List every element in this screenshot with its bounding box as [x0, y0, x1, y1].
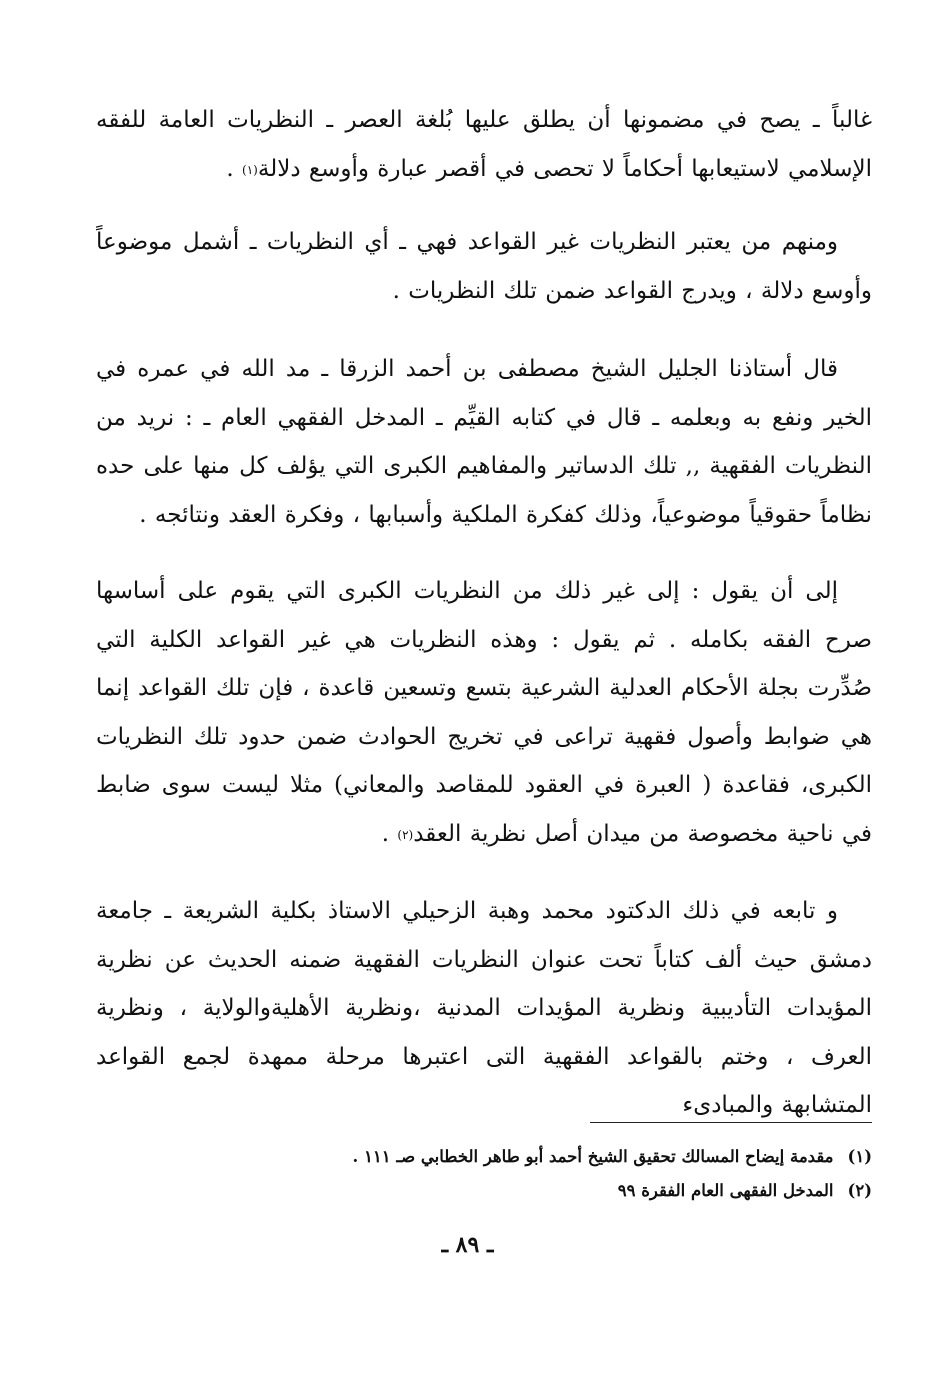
page-number: ـ ٨٩ ـ [441, 1232, 494, 1258]
paragraph-1-text: غالباً ـ يصح في مضمونها أن يطلق عليها بُلغة العصر ـ النظريات العامة للفقه الإسلامي لاستيعابها أحكاماً لا تحصى في أقصر عبارة وأوسع دلالة [96, 107, 872, 182]
paragraph-1-tail: . [226, 155, 243, 182]
footnote-2 [92, 1174, 872, 1208]
paragraph-4-text: إلى أن يقول : إلى غير ذلك من النظريات الكبرى التي يقوم على أساسها صرح الفقه بكامله . ثم يقول : وهذه النظريات هي غير القواعد الكلية التي صُدِّرت بجلة الأحكام العدلية الشرعية بتسع وتسعين قاعدة ، فإن تلك القواعد إنما هي ضوابط وأصول فقهية تراعى في تخريج الحوادث ضمن حدود تلك النظريات الكبرى، فقاعدة ( العبرة في العقود للمقاصد والمعاني) مثلا ليست سوى ضابط في ناحية مخصوصة من ميدان أصل نظرية العقد [96, 578, 872, 847]
paragraph-1 [96, 96, 872, 194]
page-body [96, 96, 872, 1130]
footnote-ref-2: (٢) [397, 827, 414, 842]
footnote-2-text: المدخل الفقهى العام الفقرة ٩٩ [617, 1181, 834, 1200]
footnote-1-text: مقدمة إيضاح المسالك تحقيق الشيخ أحمد أبو طاهر الخطابي صـ ١١١ . [352, 1147, 834, 1166]
footnote-2-number: (٢) [847, 1181, 872, 1200]
paragraph-4 [96, 567, 872, 859]
footnote-1 [92, 1140, 872, 1174]
footnote-separator [590, 1122, 872, 1123]
paragraph-5: و تابعه في ذلك الدكتود محمد وهبة الزحيلي الاستاذ بكلية الشريعة ـ جامعة دمشق حيث ألف كتاباً تحت عنوان النظريات الفقهية ضمنه الحديث عن نظرية المؤيدات التأديبية ونظرية المؤيدات المدنية ،ونظرية الأهليةوالولاية ، ونظرية العرف ، وختم بالقواعد الفقهية التى اعتبرها مرحلة ممهدة لجمع القواعد المتشابهة والمبادىء [96, 898, 872, 1118]
footnotes [92, 1140, 872, 1208]
paragraph-3: قال أستاذنا الجليل الشيخ مصطفى بن أحمد الزرقا ـ مد الله في عمره في الخير ونفع به وبعلمه ـ قال في كتابه القيِّم ـ المدخل الفقهي العام ـ : نريد من النظريات الفقهية ,, تلك الدساتير والمفاهيم الكبرى التي يؤلف كل منها على حده نظاماً حقوقياً موضوعياً، وذلك كفكرة الملكية وأسبابها ، وفكرة العقد ونتائجه . [96, 356, 872, 528]
paragraph-2: ومنهم من يعتبر النظريات غير القواعد فهي ـ أي النظريات ـ أشمل موضوعاً وأوسع دلالة ، ويدرج القواعد ضمن تلك النظريات . [96, 229, 872, 304]
footnote-1-number: (١) [847, 1147, 872, 1166]
paragraph-4-tail: . [381, 820, 398, 847]
footnote-ref-1: (١) [242, 162, 258, 177]
